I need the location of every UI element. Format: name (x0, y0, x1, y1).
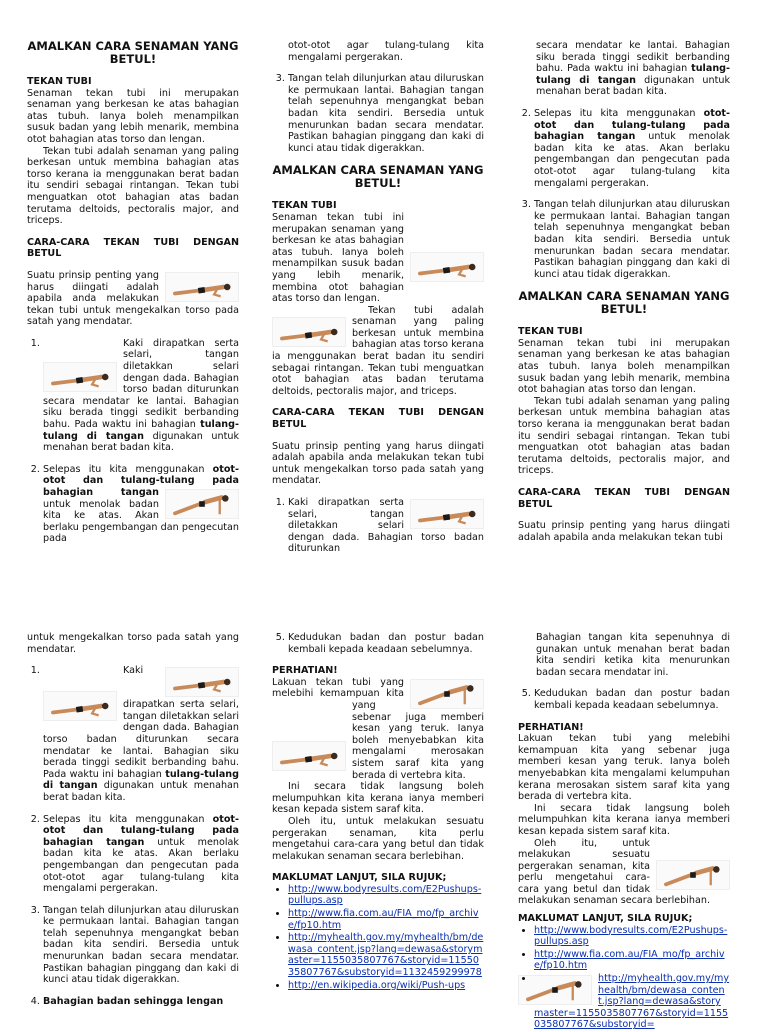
step-2: 2. Selepas itu kita menggunakan otot-otot dan tulang-tulang pada bahagian tangan untuk menolak badan kita ke atas. Akan berlaku pengembangan dan pengecutan pada (43, 464, 239, 545)
column-5 (272, 632, 484, 992)
reference-item (288, 932, 484, 978)
principle-paragraph: Suatu prinsip penting yang harus diingati adalah apabila anda melakukan tekan tubi (518, 520, 730, 543)
steps-list (272, 632, 484, 655)
step-1: 1. Kaki dirapatkan serta selari, tangan diletakkan selari dengan dada. Bahagian torso badan diturunkan (288, 497, 484, 555)
step-1: 1. Kaki dirapatkan serta selari, tangan diletakkan selari dengan dada. Bahagian torso badan diturunkan secara mendatar ke lantai. Bahagian siku berada tinggi sedikit berbanding bahu. Pada waktu ini bahagian tulang-tulang di tangan digunakan untuk menahan berat badan kita. (43, 665, 239, 803)
reference-list (272, 884, 484, 991)
pushup-figure-icon (43, 691, 117, 721)
step-5: 5. Kedudukan badan dan postur badan kembali kepada keadaan sebelumnya. (534, 688, 730, 711)
pushup-figure-icon (165, 489, 239, 519)
reference-link[interactable]: http://myhealth.gov.my/myhealth/bm/dewasa_content.jsp?lang=dewasa&storymaster=1155035807767&storyid=1155035807767&substoryid= (534, 973, 730, 1031)
steps-list (27, 338, 239, 545)
section-heading-maklumat: MAKLUMAT LANJUT, SILA RUJUK; (272, 872, 447, 884)
step-3: 3. Tangan telah dilunjurkan atau diluruskan ke permukaan lantai. Bahagian tangan telah sepenuhnya mengangkat beban badan kita sendiri. Bersedia untuk menurunkan badan secara mendatar. Pastikan bahagian pinggang dan kaki di kunci atau tidak digerakkan. (43, 905, 239, 986)
reference-item (534, 973, 730, 1031)
pushup-illustration (656, 860, 730, 890)
perhatian-paragraph-2: Ini secara tidak langsung boleh melumpuhkan kita kerana ianya memberi kesan kepada sistem saraf kita. (518, 802, 730, 837)
section-heading-cara: CARA-CARA TEKAN TUBI DENGAN BETUL (272, 407, 484, 431)
pushup-figure-icon (165, 667, 239, 697)
perhatian-paragraph-3: Oleh itu, untuk melakukan sesuatu pergerakan senaman, kita perlu mengetahui cara-cara yang betul dan tidak melakukan senaman secara berlebihan. (518, 837, 711, 907)
perhatian-paragraph: Lakuan tekan tubi yang melebihi kemampuan kita yang sebenar juga memberi kesan yang teruk. Ianya boleh menyebabkan kita mengalami kelumpuhan kerana merosakan sistem saraf kita yang berada di vertebra kita. (518, 733, 730, 803)
principle-paragraph: Suatu prinsip penting yang harus diingati adalah apabila anda melakukan tekan tubi untuk mengekalkan torso pada satah yang mendatar. (27, 269, 239, 328)
step-3: 3. Tangan telah dilunjurkan atau diluruskan ke permukaan lantai. Bahagian tangan telah sepenuhnya mengangkat beban badan kita sendiri. Bersedia untuk menurunkan badan secara mendatar. Pastikan bahagian pinggang dan kaki di kunci atau tidak digerakkan. (288, 73, 484, 154)
section-heading-tekan-tubi: TEKAN TUBI (518, 326, 583, 338)
reference-link[interactable]: http://en.wikipedia.org/wiki/Push-ups (288, 979, 466, 991)
step-3: 3. Tangan telah dilunjurkan atau diluruskan ke permukaan lantai. Bahagian tangan telah sepenuhnya mengangkat beban badan kita sendiri. Bersedia untuk menurunkan badan secara mendatar. Pastikan bahagian pinggang dan kaki di kunci atau tidak digerakkan. (534, 199, 730, 280)
reference-item (288, 908, 484, 931)
reference-item (534, 949, 730, 972)
section-heading-tekan-tubi: TEKAN TUBI (272, 200, 337, 212)
step-5: 5. Kedudukan badan dan postur badan kembali kepada keadaan sebelumnya. (288, 632, 484, 655)
reference-link[interactable]: http://www.bodyresults.com/E2Pushups-pullups.asp (534, 924, 728, 948)
pushup-illustration (165, 489, 239, 519)
section-heading-cara: CARA-CARA TEKAN TUBI DENGAN BETUL (27, 236, 239, 260)
intro-paragraph: Senaman tekan tubi ini merupakan senaman yang berkesan ke atas bahagian atas tubuh. Ianya boleh menampilkan susuk badan yang lebih menarik, membina otot bahagian atas torso dan lengan. (272, 211, 404, 305)
step-2-tail: otot-otot agar tulang-tulang kita mengalami pergerakan. (288, 40, 484, 63)
intro-paragraph-2: Tekan tubi adalah senaman yang paling berkesan untuk membina bahagian atas torso kerana ia menggunakan berat badan itu sendiri sebagai rintangan. Tekan tubi menguatkan otot bahagian atas badan terutama deltoids, pectoralis major, and triceps. (518, 395, 730, 477)
page-title: AMALKAN CARA SENAMAN YANG BETUL! (272, 163, 484, 191)
step-4-tail: Bahagian tangan kita sepenuhnya di gunakan untuk menahan berat badan kita sendiri ketika kita menurunkan badan secara mendatar ini. (536, 632, 730, 678)
column-3 (518, 40, 730, 543)
section-heading-tekan-tubi: TEKAN TUBI (27, 76, 92, 87)
pushup-illustration (410, 679, 484, 709)
pushup-figure-icon (43, 362, 117, 392)
reference-item (534, 925, 730, 948)
intro-paragraph: Senaman tekan tubi ini merupakan senaman yang berkesan ke atas bahagian atas tubuh. Ianya boleh menampilkan susuk badan yang lebih menarik, membina otot bahagian atas torso dan lengan. (518, 337, 730, 396)
pushup-illustration (272, 317, 346, 347)
pushup-figure-icon (410, 499, 484, 529)
reference-link[interactable]: http://www.bodyresults.com/E2Pushups-pullups.asp (288, 883, 482, 907)
pushup-illustration (165, 667, 239, 697)
step-1-tail: secara mendatar ke lantai. Bahagian siku berada tinggi sedikit berbanding bahu. Pada waktu ini bahagian tulang-tulang di tangan digunakan untuk menahan berat badan kita. (536, 40, 730, 98)
step-2: 2. Selepas itu kita menggunakan otot-otot dan tulang-tulang pada bahagian tangan untuk menolak badan kita ke atas. Akan berlaku pengembangan dan pengecutan pada otot-otot agar tulang-tulang kita mengalami pergerakan. (43, 814, 239, 895)
intro-paragraph-2: Tekan tubi adalah senaman yang paling berkesan untuk membina bahagian atas torso kerana ia menggunakan berat badan itu sendiri sebagai rintangan. Tekan tubi menguatkan otot bahagian atas badan terutama deltoids, pectoralis major, and triceps. (27, 145, 239, 227)
pushup-figure-icon (165, 272, 239, 302)
column-6 (518, 632, 730, 1032)
step-2: 2. Selepas itu kita menggunakan otot-otot dan tulang-tulang pada bahagian tangan untuk menolak badan kita ke atas. Akan berlaku pengembangan dan pengecutan pada otot-otot agar tulang-tulang kita mengalami pergerakan. (534, 108, 730, 189)
perhatian-paragraph: Lakuan tekan tubi yang melebihi kemampuan kita yang sebenar juga memberi kesan yang teruk. Ianya boleh menyebabkan kita mengalami merosakan sistem saraf kita yang berada di vertebra kita. (272, 676, 484, 781)
reference-link[interactable]: http://www.fia.com.au/FIA_mo/fp_archive/fp10.htm (288, 908, 479, 931)
steps-list (272, 497, 484, 555)
perhatian-paragraph-2: Ini secara tidak langsung boleh melumpuhkan kita kerana ianya memberi kesan kepada sistem saraf kita. (272, 781, 484, 816)
pushup-figure-icon (272, 741, 346, 771)
reference-item (288, 884, 484, 907)
pushup-figure-icon (656, 860, 730, 890)
pushup-figure-icon (272, 317, 346, 347)
steps-list (272, 73, 484, 154)
reference-list (518, 925, 730, 1031)
column-1 (27, 40, 239, 545)
page-title: AMALKAN CARA SENAMAN YANG BETUL! (27, 39, 239, 66)
steps-list (27, 665, 239, 1007)
pushup-illustration (272, 741, 346, 771)
section-heading-maklumat: MAKLUMAT LANJUT, SILA RUJUK; (518, 913, 693, 925)
reference-link[interactable]: http://www.fia.com.au/FIA_mo/fp_archive/fp10.htm (534, 948, 725, 972)
pushup-illustration (410, 252, 484, 282)
pushup-illustration (165, 272, 239, 302)
pushup-figure-icon (410, 679, 484, 709)
perhatian-paragraph-3: Oleh itu, untuk melakukan sesuatu pergerakan senaman, kita perlu mengetahui cara-cara yang betul dan tidak melakukan senaman secara berlebihan. (272, 815, 484, 862)
steps-list (518, 688, 730, 711)
section-heading-perhatian: PERHATIAN! (272, 665, 338, 677)
column-2 (272, 40, 484, 555)
pushup-illustration (518, 975, 592, 1005)
section-heading-perhatian: PERHATIAN! (518, 721, 584, 733)
reference-item (288, 980, 484, 992)
page-title: AMALKAN CARA SENAMAN YANG BETUL! (518, 289, 730, 317)
step-4: 4. Bahagian badan sehingga lengan (43, 996, 239, 1008)
pushup-figure-icon (410, 252, 484, 282)
intro-paragraph: Senaman tekan tubi ini merupakan senaman yang berkesan ke atas bahagian atas tubuh. Ianya boleh menampilkan susuk badan yang lebih menarik, membina otot bahagian atas torso dan lengan. (27, 87, 239, 145)
pushup-figure-icon (518, 975, 592, 1005)
intro-paragraph-2: Tekan tubi adalah senaman yang paling berkesan untuk membina bahagian atas torso kerana ia menggunakan berat badan itu sendiri sebagai rintangan. Tekan tubi menguatkan otot bahagian atas badan terutama deltoids, pectoralis major, and triceps. (272, 304, 484, 397)
pushup-illustration (410, 499, 484, 529)
reference-link[interactable]: http://myhealth.gov.my/myhealth/bm/dewasa_content.jsp?lang=dewasa&storymaster=1155035807767&storyid=1155035807767&substoryid=1132459299978 (288, 932, 484, 979)
column-4 (27, 632, 239, 1007)
steps-list (518, 108, 730, 280)
principle-paragraph: Suatu prinsip penting yang harus diingati adalah apabila anda melakukan tekan tubi untuk mengekalkan torso pada satah yang mendatar. (272, 440, 484, 487)
pushup-illustration (43, 691, 117, 721)
section-heading-cara: CARA-CARA TEKAN TUBI DENGAN BETUL (518, 487, 730, 510)
principle-tail: untuk mengekalkan torso pada satah yang mendatar. (27, 632, 239, 655)
pushup-illustration (43, 362, 117, 392)
step-1: 1. Kaki dirapatkan serta selari, tangan diletakkan selari dengan dada. Bahagian torso badan diturunkan secara mendatar ke lantai. Bahagian siku berada tinggi sedikit berbanding bahu. Pada waktu ini bahagian tulang-tulang di tangan digunakan untuk menahan berat badan kita. (43, 338, 239, 454)
